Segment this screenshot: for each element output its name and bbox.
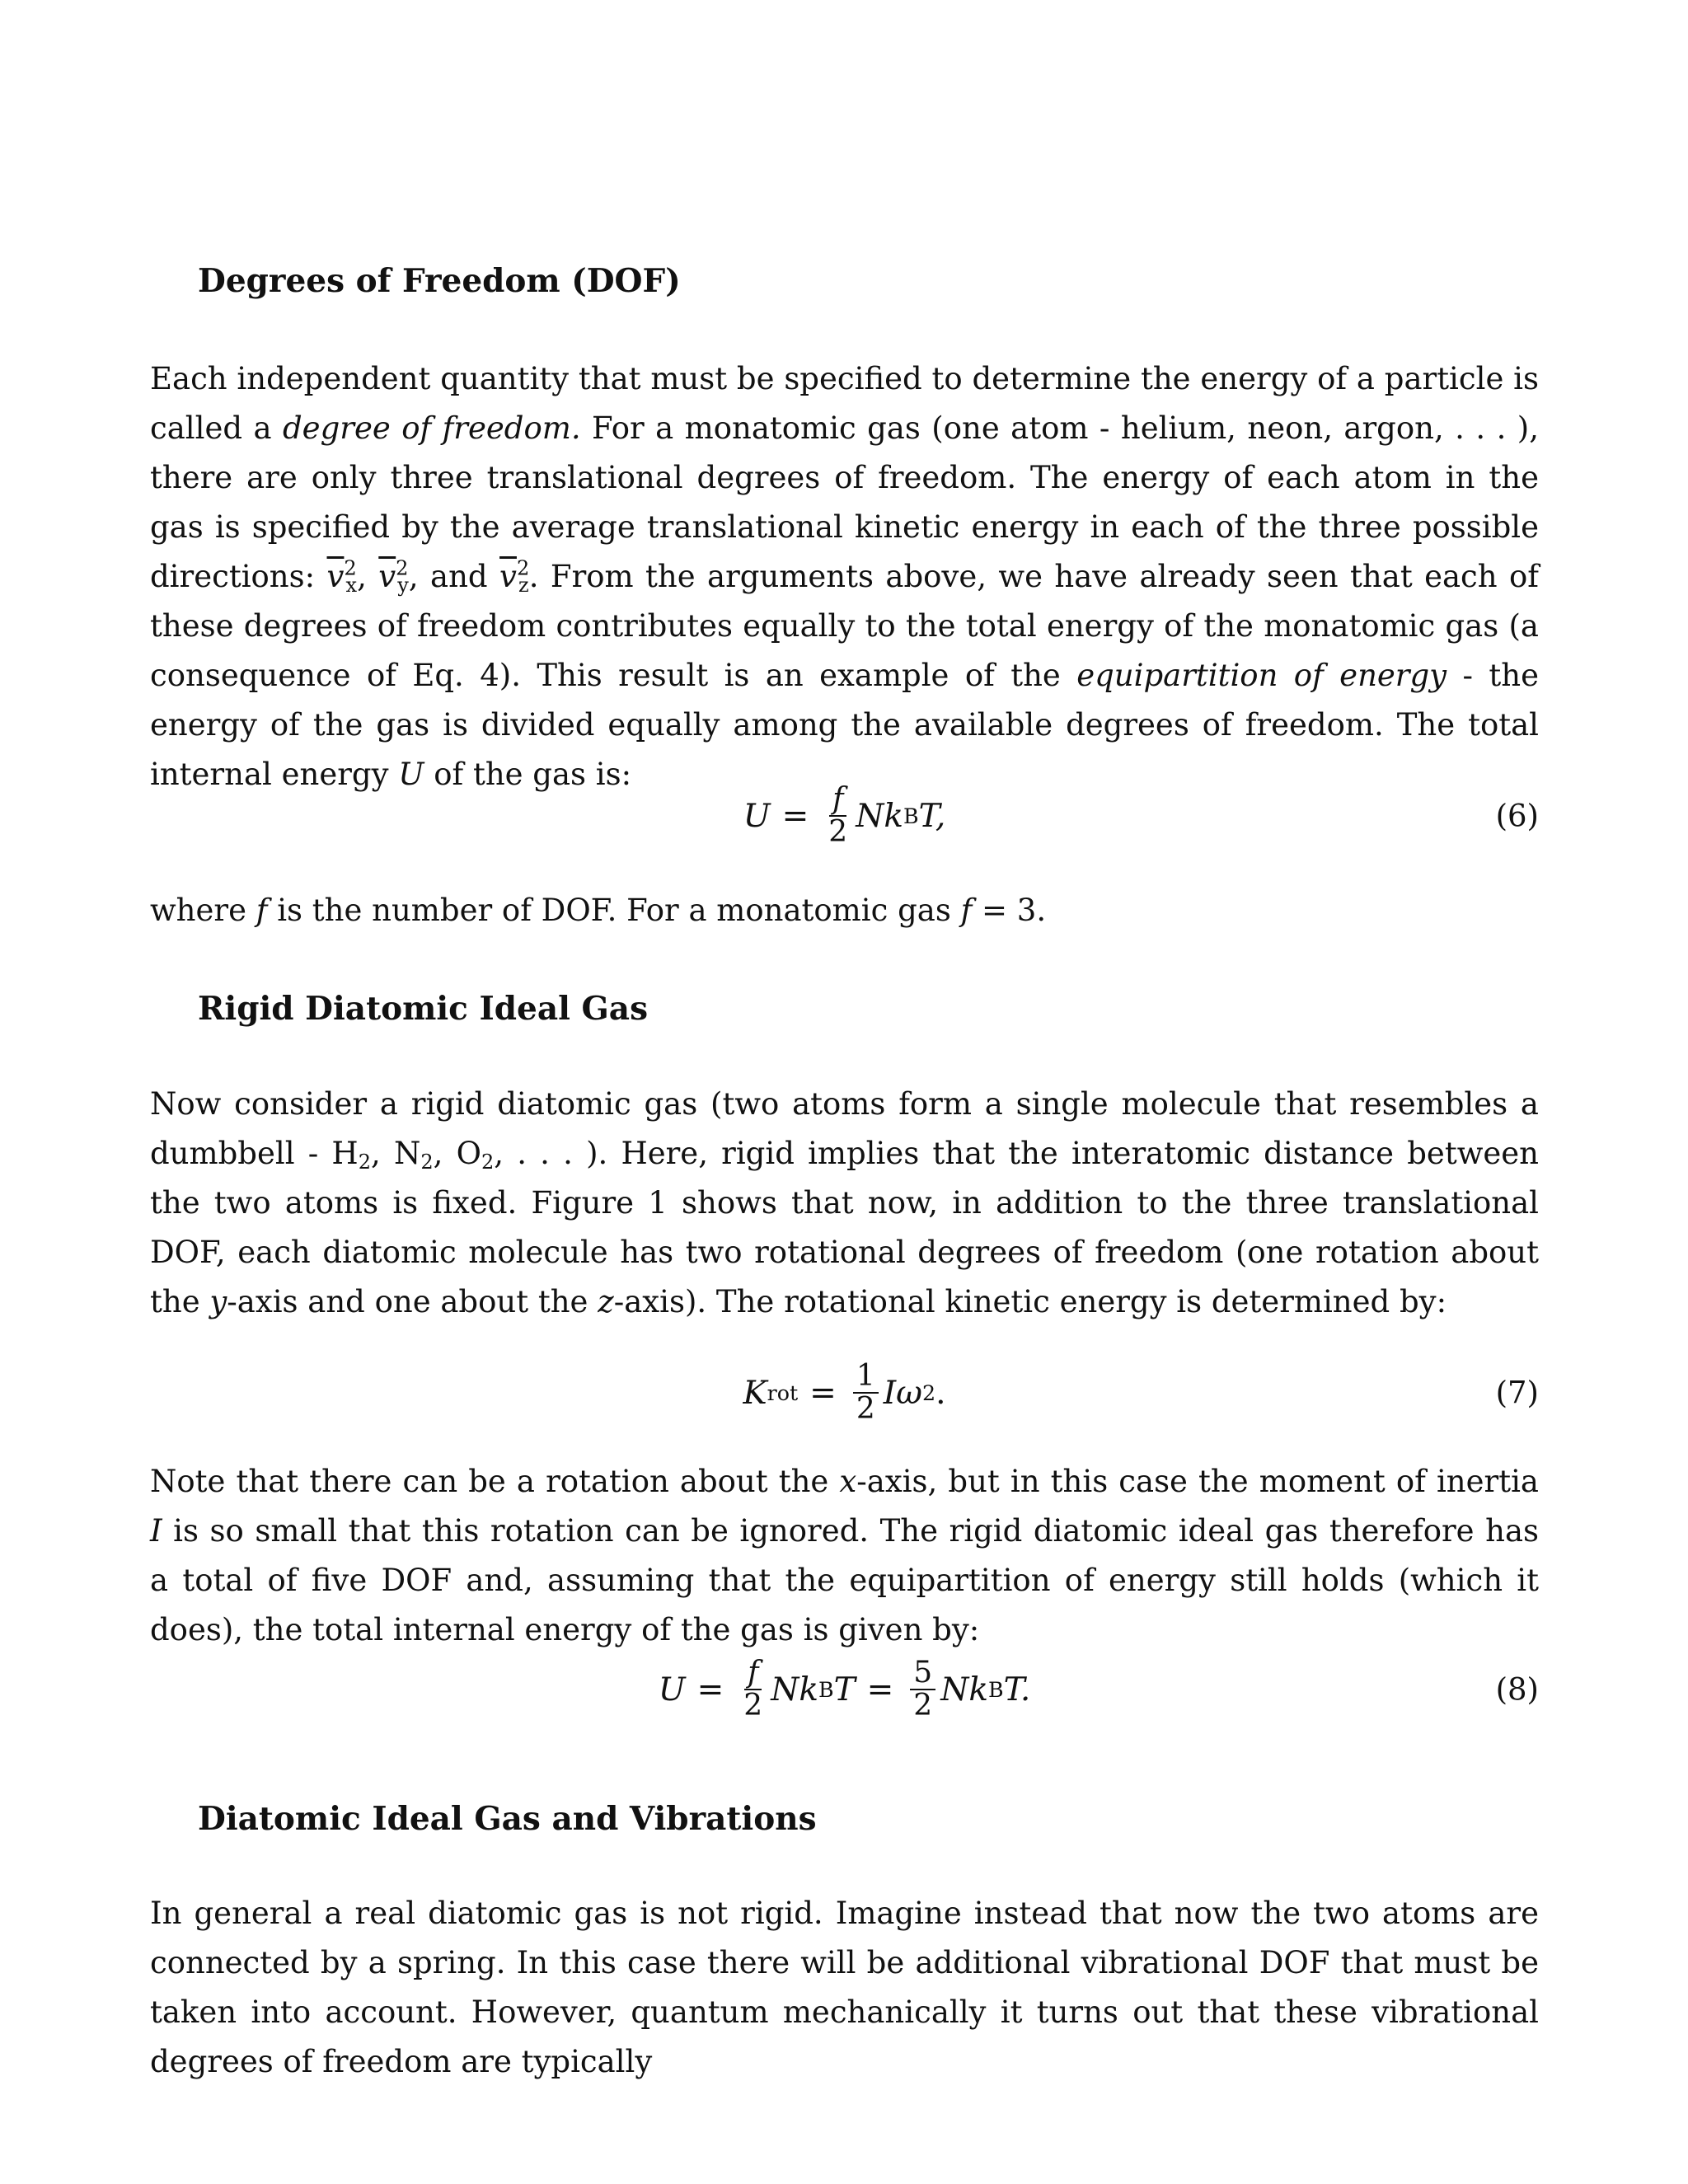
equation-7: K rot = $\frac{1}{2}$ Iω 2 . (7) <box>743 1359 1539 1426</box>
equation-number: (8) <box>1495 1671 1539 1708</box>
term-degree-of-freedom: degree of freedom. <box>283 410 581 446</box>
section-heading-dof: Degrees of Freedom (DOF) <box>198 262 681 300</box>
paragraph-rigid-intro: Now consider a rigid diatomic gas (two atoms form a single molecule that resembles a dumbbell - $H_2$, $N_2$, $O_2$, . . . ). Here, rigid implies that the interatomic distance between the two atoms is fixed. Figure 1 shows that now, in addition to the three translational DOF, each diatomic molecule has two rotational degrees of freedom (one rotation about the y-axis and one about the z-axis). The rotational kinetic energy is determined by: <box>150 1086 1539 1319</box>
paragraph-vibrations: In general a real diatomic gas is not rigid. Imagine instead that now the two atoms are connected by a spring. In this case there will be additional vibrational DOF that must be taken into account. However, quantum mechanically it turns out that these vibrational degrees of freedom are typically <box>150 1896 1539 2079</box>
equation-number: (6) <box>1495 798 1539 834</box>
fraction: $\frac{5}{2}$ <box>910 1657 935 1722</box>
paragraph-dof-where: where f is the number of DOF. For a monatomic gas f = 3. <box>150 893 1047 928</box>
equation-6: U = $\frac{f}{2}$ Nk B T, (6) <box>743 782 1539 849</box>
fraction: $\frac{f}{2}$ <box>828 782 848 849</box>
paragraph-dof-intro: Each independent quantity that must be specified to determine the energy of a particle is called a degree of freedom. For a monatomic gas (one atom - helium, neon, argon, . . . ), there are only three translational degrees of freedom. The energy of each atom in the gas is specified by the average translational kinetic energy in each of the three possible directions: $\overline{v}^2_x$, $\overline{v}^2_y$, and $\overline{v}^2_z$. From the arguments above, we have already seen that each of these degrees of freedom contributes equally to the total energy of the monatomic gas (a consequence of Eq. 4). This result is an example of the equipartition of energy - the energy of the gas is divided equally among the available degrees of freedom. The total internal energy U of the gas is: <box>150 361 1540 792</box>
equation-8: U = $\frac{f}{2}$ Nk B T = $\frac{5}{2}$ Nk B T. (8) <box>658 1656 1539 1722</box>
fraction: $\frac{f}{2}$ <box>743 1656 763 1722</box>
paragraph-rigid-note: Note that there can be a rotation about the x-axis, but in this case the moment of inertia I is so small that this rotation can be ignored. The rigid diatomic ideal gas therefore has a total of five DOF and, assuming that the equipartition of energy still holds (which it does), the total internal energy of the gas is given by: <box>150 1464 1539 1647</box>
fraction: $\frac{1}{2}$ <box>853 1361 879 1425</box>
section-heading-vibrations: Diatomic Ideal Gas and Vibrations <box>198 1800 817 1838</box>
section-heading-rigid: Rigid Diatomic Ideal Gas <box>198 990 649 1028</box>
term-equipartition: equipartition of energy <box>1076 658 1447 693</box>
equation-number: (7) <box>1495 1375 1539 1411</box>
